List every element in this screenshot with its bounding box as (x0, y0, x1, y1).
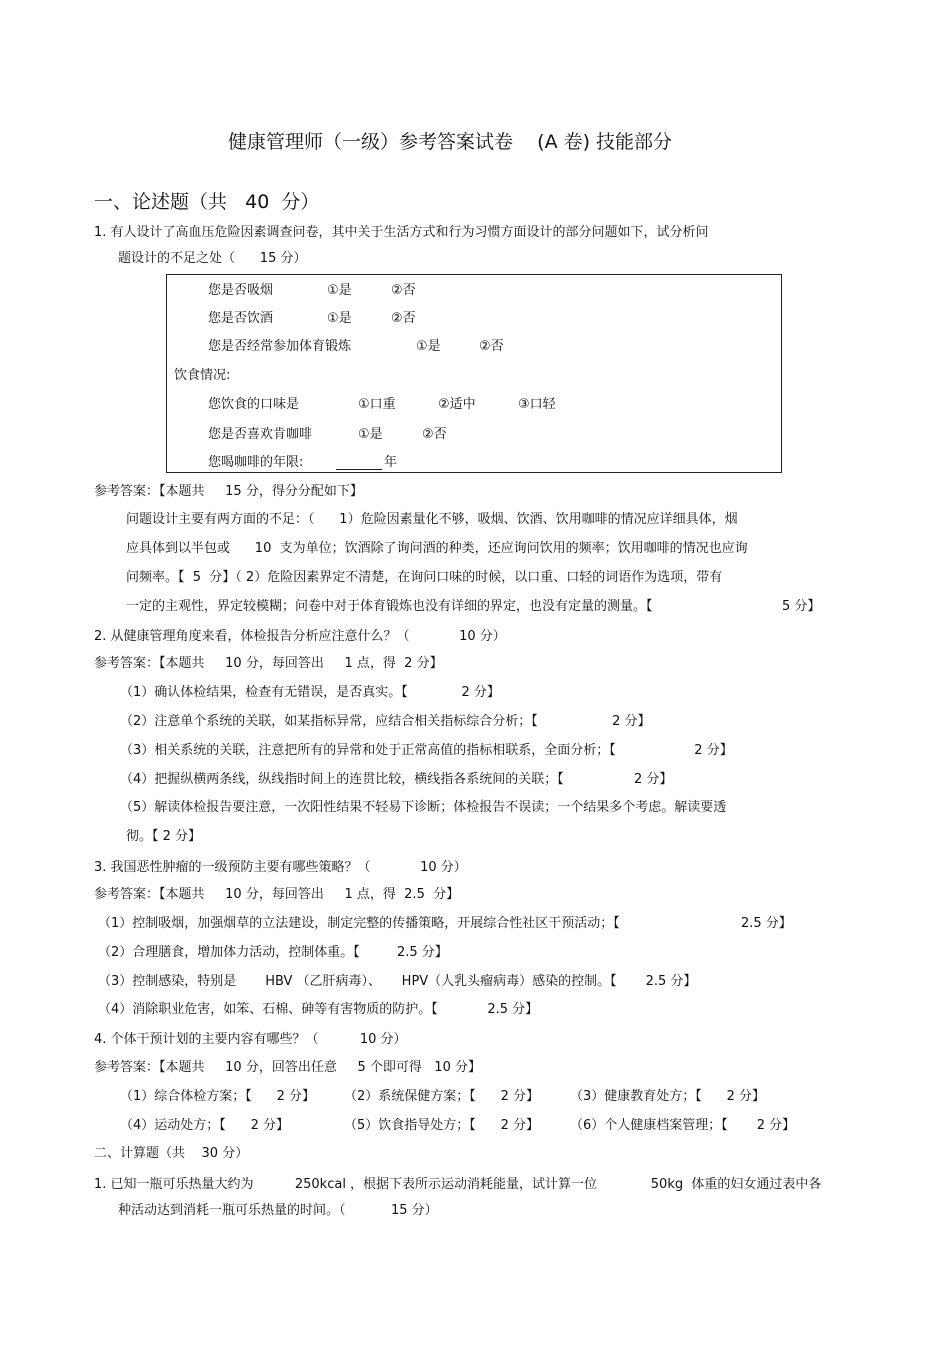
q1-text-line1: 1. 有人设计了高血压危险因素调查问卷，其中关于生活方式和行为习惯方面设计的部分问题如下，试分析问 (94, 225, 709, 240)
survey-taste-opt1: ①口重 (358, 397, 396, 412)
q2-answer-head: 参考答案：【本题共 10 分，每回答出 1 点，得 2 分】 (94, 656, 443, 671)
coffee-years-blank (336, 469, 382, 470)
q4-content-2: （2）系统保健方案；【 2 分】 (344, 1089, 539, 1104)
survey-coffee: 您是否喜欢肯咖啡 (208, 427, 313, 442)
survey-coffee-opt2: ②否 (422, 427, 447, 442)
q2-question: 2. 从健康管理角度来看，体检报告分析应注意什么？（ 10 分） (94, 629, 506, 644)
q3-question: 3. 我国恶性肿瘤的一级预防主要有哪些策略？（ 10 分） (94, 860, 467, 875)
survey-exercise-opt2: ②否 (479, 339, 504, 354)
page-title: 健康管理师（一级）参考答案试卷 (A 卷) 技能部分 (228, 131, 673, 153)
q3-item-1: （1）控制吸烟，加强烟草的立法建设，制定完整的传播策略，开展综合性社区干预活动；【 (98, 916, 620, 931)
q1-answer-line3: 问频率。【 5 分】（ 2）危险因素界定不清楚，在询问口味的时候，以口重、口轻的词语作为选项，带有 (126, 570, 723, 585)
survey-drink-opt1: ①是 (327, 311, 352, 326)
q3-answer-head: 参考答案：【本题共 10 分，每回答出 1 点，得 2.5 分】 (94, 887, 460, 902)
calc-q1-line1: 1. 已知一瓶可乐热量大约为 250kcal ，根据下表所示运动消耗能量，试计算一位 50kg 体重的妇女通过表中各 (94, 1177, 822, 1192)
q4-content-5: （5）饮食指导处方；【 2 分】 (344, 1118, 539, 1133)
survey-diet: 饮食情况: (174, 368, 231, 383)
q4-content-4: （4）运动处方；【 2 分】 (120, 1118, 289, 1133)
survey-coffee-years-unit: 年 (384, 455, 398, 470)
q4-content-3: （3）健康教育处方；【 2 分】 (570, 1089, 765, 1104)
section-heading-essay: 一、论述题（共 40 分） (94, 191, 320, 213)
q1-answer-line1: 问题设计主要有两方面的不足：（ 1）危险因素量化不够，吸烟、饮酒、饮用咖啡的情况应详细具体，烟 (126, 512, 738, 527)
survey-smoke-opt2: ②否 (391, 283, 416, 298)
survey-smoke: 您是否吸烟 (208, 283, 274, 298)
q2-item-3: （3）相关系统的关联，注意把所有的异常和处于正常高值的指标相联系，全面分析；【 2 分】 (120, 743, 733, 758)
q4-content-6: （6）个人健康档案管理；【 2 分】 (570, 1118, 796, 1133)
q3-item-4: （4）消除职业危害，如笨、石棉、砷等有害物质的防护。【 2.5 分】 (98, 1002, 539, 1017)
q1-answer-line4-score: 5 分】 (782, 599, 821, 614)
q2-item-2: （2）注意单个系统的关联，如某指标异常，应结合相关指标综合分析；【 2 分】 (120, 714, 651, 729)
survey-box (166, 274, 782, 473)
q1-answer-head: 参考答案：【本题共 15 分，得分分配如下】 (94, 484, 363, 499)
survey-smoke-opt1: ①是 (327, 283, 352, 298)
q1-answer-line2: 应具体到以半包或 10 支为单位；饮酒除了询问酒的种类，还应询问饮用的频率；饮用咖啡的情况也应询 (126, 541, 748, 556)
survey-taste: 您饮食的口味是 (208, 397, 300, 412)
q3-item-1-score: 2.5 分】 (741, 916, 792, 931)
q2-item-5a: （5）解读体检报告要注意，一次阳性结果不轻易下诊断；体检报告不误读；一个结果多个考虑。解读要透 (120, 800, 727, 815)
q2-item-5b: 彻。【 2 分】 (126, 829, 202, 844)
q3-item-3: （3）控制感染，特别是 HBV （乙肝病毒）、 HPV（人乳头瘤病毒）感染的控制。【 2.5 分】 (98, 974, 697, 989)
survey-exercise-opt1: ①是 (416, 339, 441, 354)
survey-drink: 您是否饮酒 (208, 311, 274, 326)
q3-item-2: （2）合理膳食，增加体力活动，控制体重。【 2.5 分】 (98, 945, 448, 960)
calc-q1-line2: 种活动达到消耗一瓶可乐热量的时间。（ 15 分） (118, 1203, 438, 1218)
q4-content-1: （1）综合体检方案；【 2 分】 (120, 1089, 315, 1104)
q1-answer-line4: 一定的主观性，界定较模糊；问卷中对于体育锻炼也没有详细的界定，也没有定量的测量。【 (126, 599, 653, 614)
survey-exercise: 您是否经常参加体育锻炼 (208, 339, 352, 354)
survey-taste-opt3: ③口轻 (518, 397, 556, 412)
survey-coffee-years: 您喝咖啡的年限: (208, 455, 304, 470)
q1-text-line2: 题设计的不足之处（ 15 分） (118, 251, 307, 266)
survey-coffee-opt1: ①是 (358, 427, 383, 442)
q4-question: 4. 个体干预计划的主要内容有哪些？（ 10 分） (94, 1032, 407, 1047)
q2-item-1: （1）确认体检结果，检查有无错误，是否真实。【 2 分】 (120, 685, 500, 700)
q2-item-4: （4）把握纵横两条线，纵线指时间上的连贯比较，横线指各系统间的关联；【 2 分】 (120, 772, 673, 787)
q4-answer-head: 参考答案：【本题共 10 分，回答出任意 5 个即可得 10 分】 (94, 1060, 481, 1075)
survey-drink-opt2: ②否 (391, 311, 416, 326)
section-heading-calc: 二、计算题（共 30 分） (94, 1146, 249, 1161)
survey-taste-opt2: ②适中 (438, 397, 476, 412)
